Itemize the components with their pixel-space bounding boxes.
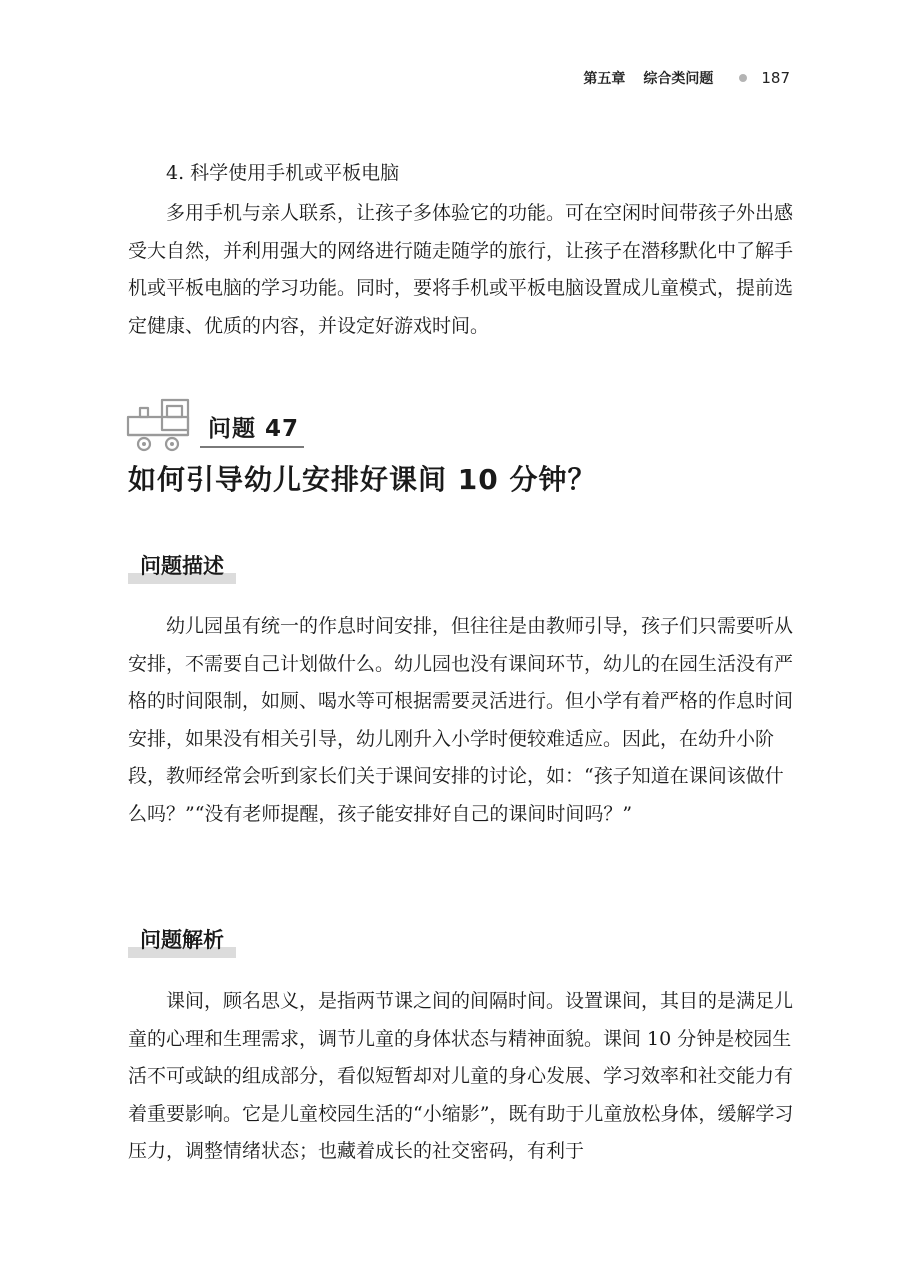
section-label: 综合类问题 (643, 71, 714, 87)
intro-paragraph: 多用手机与亲人联系，让孩子多体验它的功能。可在空闲时间带孩子外出感受大自然，并利用强大的网络进行随走随学的旅行，让孩子在潜移默化中了解手机或平板电脑的学习功能。同时，要将手机或平板电脑设置成儿童模式，提前选定健康、优质的内容，并设定好游戏时间。 (128, 202, 794, 337)
separator-dot-icon (739, 74, 747, 82)
train-icon (126, 398, 192, 456)
analysis-paragraph: 课间，顾名思义，是指两节课之间的间隔时间。设置课间，其目的是满足儿童的心理和生理需求，调节儿童的身体状态与精神面貌。课间 10 分钟是校园生活不可或缺的组成部分，看似短暂却对儿童的身心发展、学习效率和社交能力有着重要影响。它是儿童校园生活的“小缩影”，既有助于儿童放松身体，缓解学习压力，调整情绪状态；也藏着成长的社交密码，有利于 (128, 990, 794, 1163)
question-number: 问题 47 (208, 416, 300, 442)
running-header (583, 68, 790, 88)
question-title: 如何引导幼儿安排好课间 10 分钟？ (128, 463, 597, 496)
section-tag-label: 问题描述 (140, 554, 224, 578)
section-tag-label: 问题解析 (140, 928, 224, 952)
description-paragraph: 幼儿园虽有统一的作息时间安排，但往往是由教师引导，孩子们只需要听从安排，不需要自己计划做什么。幼儿园也没有课间环节，幼儿的在园生活没有严格的时间限制，如厕、喝水等可根据需要灵活进行。但小学有着严格的作息时间安排，如果没有相关引导，幼儿刚升入小学时便较难适应。因此，在幼升小阶段，教师经常会听到家长们关于课间安排的讨论，如：“孩子知道在课间该做什么吗？”“没有老师提醒，孩子能安排好自己的课间时间吗？” (128, 615, 794, 825)
chapter-label: 第五章 (583, 71, 626, 87)
intro-subheading: 4. 科学使用手机或平板电脑 (166, 162, 400, 184)
section-tag-analysis (130, 924, 234, 954)
page-number: 187 (761, 69, 790, 87)
section-tag-description (130, 550, 234, 580)
question-underline (200, 446, 304, 448)
